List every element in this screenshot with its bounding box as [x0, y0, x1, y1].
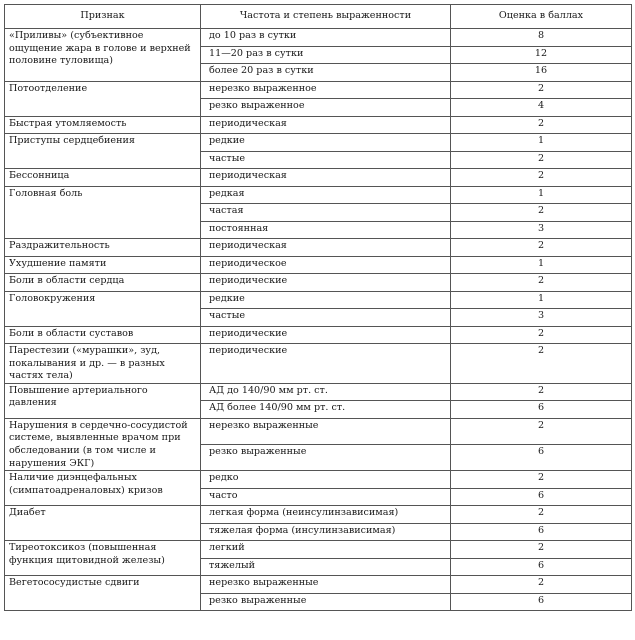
score-cell: 2: [451, 344, 632, 384]
table-row: [5, 541, 632, 559]
frequency-cell: периодические: [201, 344, 451, 384]
frequency-cell: редкие: [201, 134, 451, 152]
table-row: [5, 186, 632, 204]
score-cell: 1: [451, 134, 632, 152]
frequency-cell: периодические: [201, 326, 451, 344]
score-cell: 2: [451, 274, 632, 292]
table-row: [5, 291, 632, 309]
frequency-cell: нерезко выраженное: [201, 81, 451, 99]
score-cell: 2: [451, 576, 632, 594]
score-cell: 6: [451, 488, 632, 506]
sign-cell: Вегетососудистые сдвиги: [5, 576, 201, 611]
sign-cell: Боли в области сердца: [5, 274, 201, 292]
frequency-cell: нерезко выраженные: [201, 576, 451, 594]
frequency-cell: 11—20 раз в сутки: [201, 46, 451, 64]
score-cell: 6: [451, 558, 632, 576]
sign-cell: Головокружения: [5, 291, 201, 326]
sign-cell: Диабет: [5, 506, 201, 541]
sign-cell: Ухудшение памяти: [5, 256, 201, 274]
table-row: [5, 274, 632, 292]
frequency-cell: АД более 140/90 мм рт. ст.: [201, 401, 451, 419]
sign-cell: Потоотделение: [5, 81, 201, 116]
sign-cell: «Приливы» (субъективное ощущение жара в голове и верхней половине туловища): [5, 29, 201, 82]
table-row: [5, 418, 632, 444]
frequency-cell: частые: [201, 309, 451, 327]
frequency-cell: периодическое: [201, 256, 451, 274]
score-cell: 6: [451, 523, 632, 541]
score-cell: 1: [451, 256, 632, 274]
frequency-cell: АД до 140/90 мм рт. ст.: [201, 383, 451, 401]
frequency-cell: более 20 раз в сутки: [201, 64, 451, 82]
score-cell: 1: [451, 186, 632, 204]
frequency-cell: периодические: [201, 274, 451, 292]
frequency-cell: редкие: [201, 291, 451, 309]
table-row: [5, 506, 632, 524]
frequency-cell: периодическая: [201, 116, 451, 134]
table-body: [5, 29, 632, 611]
frequency-cell: резко выраженные: [201, 593, 451, 611]
sign-cell: Повышение артериального давления: [5, 383, 201, 418]
table-row: [5, 239, 632, 257]
table-row: [5, 81, 632, 99]
score-cell: 6: [451, 593, 632, 611]
score-cell: 1: [451, 291, 632, 309]
table-row: [5, 169, 632, 187]
table-row: [5, 576, 632, 594]
table-row: [5, 116, 632, 134]
score-cell: 2: [451, 116, 632, 134]
frequency-cell: легкая форма (неинсулинзависимая): [201, 506, 451, 524]
symptom-score-table: [4, 4, 632, 611]
sign-cell: Приступы сердцебиения: [5, 134, 201, 169]
frequency-cell: частая: [201, 204, 451, 222]
sign-cell: Тиреотоксикоз (повышенная функция щитовидной железы): [5, 541, 201, 576]
table-row: [5, 471, 632, 489]
sign-cell: Раздражительность: [5, 239, 201, 257]
frequency-cell: периодическая: [201, 169, 451, 187]
frequency-cell: легкий: [201, 541, 451, 559]
score-cell: 6: [451, 401, 632, 419]
score-cell: 16: [451, 64, 632, 82]
table-row: [5, 383, 632, 401]
score-cell: 12: [451, 46, 632, 64]
score-cell: 2: [451, 326, 632, 344]
frequency-cell: частые: [201, 151, 451, 169]
table-row: [5, 256, 632, 274]
frequency-cell: тяжелая форма (инсулинзависимая): [201, 523, 451, 541]
frequency-cell: редкая: [201, 186, 451, 204]
score-cell: 8: [451, 29, 632, 47]
frequency-cell: нерезко выраженные: [201, 418, 451, 444]
sign-cell: Головная боль: [5, 186, 201, 239]
frequency-cell: редко: [201, 471, 451, 489]
frequency-cell: резко выраженные: [201, 444, 451, 470]
frequency-cell: до 10 раз в сутки: [201, 29, 451, 47]
frequency-cell: резко выраженное: [201, 99, 451, 117]
frequency-cell: периодическая: [201, 239, 451, 257]
score-cell: 2: [451, 471, 632, 489]
frequency-cell: часто: [201, 488, 451, 506]
header-frequency: Частота и степень выраженности: [201, 5, 451, 29]
header-row: [5, 5, 632, 29]
frequency-cell: постоянная: [201, 221, 451, 239]
sign-cell: Боли в области суставов: [5, 326, 201, 344]
score-cell: 6: [451, 444, 632, 470]
sign-cell: Наличие диэнцефальных (симпатоадреналовых) кризов: [5, 471, 201, 506]
table-row: [5, 134, 632, 152]
table-row: [5, 29, 632, 47]
sign-cell: Быстрая утомляемость: [5, 116, 201, 134]
table-row: [5, 344, 632, 384]
score-cell: 3: [451, 221, 632, 239]
header-score: Оценка в баллах: [451, 5, 632, 29]
score-cell: 3: [451, 309, 632, 327]
score-cell: 4: [451, 99, 632, 117]
score-cell: 2: [451, 151, 632, 169]
header-sign: Признак: [5, 5, 201, 29]
score-cell: 2: [451, 541, 632, 559]
score-cell: 2: [451, 418, 632, 444]
table-row: [5, 326, 632, 344]
frequency-cell: тяжелый: [201, 558, 451, 576]
score-cell: 2: [451, 506, 632, 524]
score-cell: 2: [451, 204, 632, 222]
sign-cell: Бессонница: [5, 169, 201, 187]
sign-cell: Парестезии («мурашки», зуд, покалывания и др. — в разных частях тела): [5, 344, 201, 384]
score-cell: 2: [451, 383, 632, 401]
sign-cell: Нарушения в сердечно-сосудистой системе, выявленные врачом при обследовании (в том числе и нарушения ЭКГ): [5, 418, 201, 470]
score-cell: 2: [451, 81, 632, 99]
score-cell: 2: [451, 239, 632, 257]
score-cell: 2: [451, 169, 632, 187]
